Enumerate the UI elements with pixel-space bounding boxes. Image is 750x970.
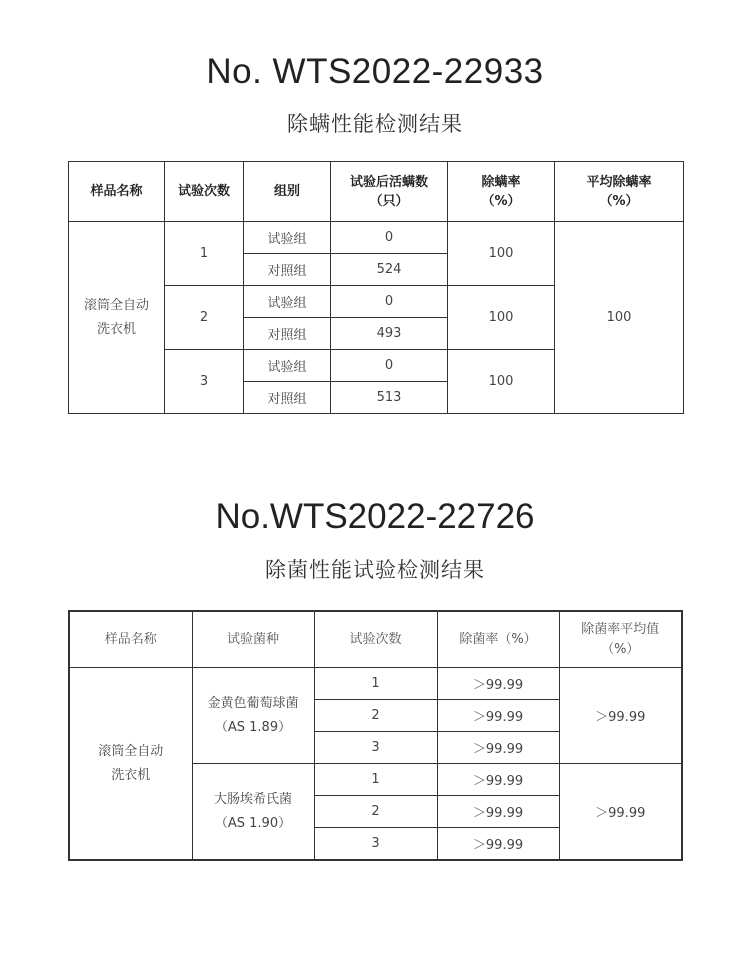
table-header-row [69, 162, 684, 222]
trial-number: 1 [165, 222, 244, 286]
removal-rate: ＞99.99 [437, 700, 559, 732]
header-average-rate [555, 162, 684, 222]
header-trial-count: 试验次数 [314, 611, 437, 668]
report1-number: No. WTS2022-22933 [206, 52, 544, 91]
strain-name: 金黄色葡萄球菌 [207, 695, 299, 711]
group-name: 试验组 [244, 222, 331, 254]
group-name: 对照组 [244, 382, 331, 414]
sample-name-line1: 滚筒全自动 [98, 743, 164, 759]
trial-number: 2 [165, 286, 244, 350]
header-average-rate-unit: （%） [599, 193, 639, 209]
header-removal-rate [448, 162, 555, 222]
trial-number: 1 [314, 764, 437, 796]
header-average-rate-unit: （%） [601, 641, 640, 657]
removal-rate: ＞99.99 [437, 764, 559, 796]
trial-number: 3 [165, 350, 244, 414]
removal-rate: 100 [448, 222, 555, 286]
trial-number: 2 [314, 796, 437, 828]
sample-name-cell [69, 222, 165, 414]
header-removal-rate-label: 除螨率 [481, 174, 521, 190]
header-group: 组别 [244, 162, 331, 222]
header-live-mites-label: 试验后活螨数 [349, 174, 428, 190]
table-header-row [69, 611, 682, 668]
group-name: 对照组 [244, 254, 331, 286]
bacteria-removal-table [68, 610, 683, 861]
average-removal-rate: 100 [555, 222, 684, 414]
average-removal-rate: ＞99.99 [559, 764, 682, 861]
sample-name-line2: 洗衣机 [96, 321, 136, 337]
mite-count: 493 [331, 318, 448, 350]
table-row [69, 222, 684, 254]
header-average-rate-label: 平均除螨率 [586, 174, 652, 190]
header-average-rate [559, 611, 682, 668]
strain-name: 大肠埃希氏菌 [213, 791, 292, 807]
trial-number: 3 [314, 732, 437, 764]
removal-rate: ＞99.99 [437, 668, 559, 700]
header-live-mites-unit: （只） [369, 193, 409, 209]
strain-cell [192, 764, 314, 861]
mite-removal-table [68, 161, 684, 414]
strain-code: （AS 1.89） [214, 719, 292, 735]
mite-count: 0 [331, 350, 448, 382]
header-sample-name: 样品名称 [69, 611, 192, 668]
mite-count: 524 [331, 254, 448, 286]
report1-subtitle: 除螨性能检测结果 [287, 112, 463, 136]
group-name: 试验组 [244, 350, 331, 382]
header-trial-count: 试验次数 [165, 162, 244, 222]
header-removal-rate: 除菌率（%） [437, 611, 559, 668]
trial-number: 2 [314, 700, 437, 732]
group-name: 试验组 [244, 286, 331, 318]
trial-number: 1 [314, 668, 437, 700]
removal-rate: ＞99.99 [437, 796, 559, 828]
group-name: 对照组 [244, 318, 331, 350]
sample-name-line1: 滚筒全自动 [83, 297, 149, 313]
header-removal-rate-unit: （%） [481, 193, 521, 209]
header-average-rate-label: 除菌率平均值 [581, 621, 660, 637]
trial-number: 3 [314, 828, 437, 861]
mite-count: 0 [331, 286, 448, 318]
header-live-mites [331, 162, 448, 222]
strain-cell [192, 668, 314, 764]
header-strain: 试验菌种 [192, 611, 314, 668]
header-sample-name: 样品名称 [69, 162, 165, 222]
removal-rate: 100 [448, 350, 555, 414]
report2-number: No.WTS2022-22726 [215, 497, 535, 536]
table-row [69, 668, 682, 700]
report2-subtitle: 除菌性能试验检测结果 [265, 558, 485, 582]
removal-rate: 100 [448, 286, 555, 350]
removal-rate: ＞99.99 [437, 828, 559, 861]
removal-rate: ＞99.99 [437, 732, 559, 764]
average-removal-rate: ＞99.99 [559, 668, 682, 764]
mite-count: 0 [331, 222, 448, 254]
sample-name-cell [69, 668, 192, 861]
mite-count: 513 [331, 382, 448, 414]
sample-name-line2: 洗衣机 [111, 767, 151, 783]
strain-code: （AS 1.90） [214, 815, 292, 831]
